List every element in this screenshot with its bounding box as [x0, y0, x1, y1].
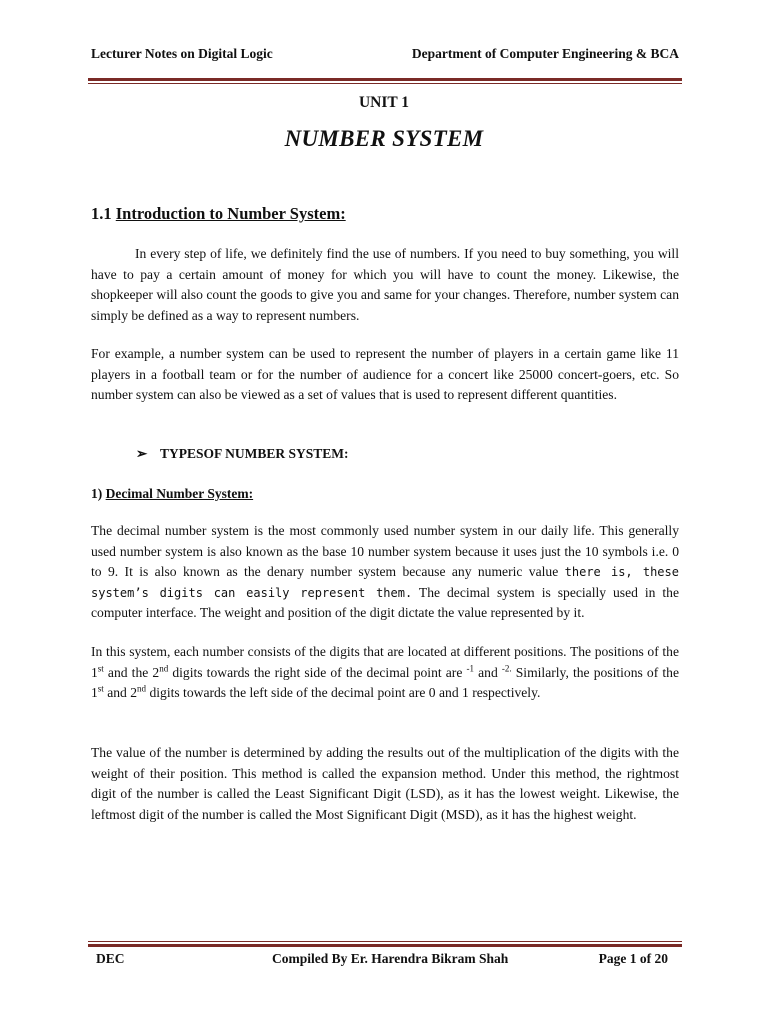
- p2-sup-3: -1: [466, 662, 474, 673]
- decimal-p3: The value of the number is determined by adding the results out of the multiplication of the digits with the weight of their position. This method is called the expansion method. Under this method, the rightmost digit of the number is called the Least Significant Digit (LSD), as it has the lowest weight. Likewise, the leftmost digit of the number is called the Most Significant Digit (MSD), as it has the highest weight.: [91, 745, 679, 822]
- intro-paragraph: [91, 244, 679, 326]
- decimal-paragraph-1: [91, 521, 679, 624]
- decimal-p1-a: The decimal number system is the most commonly used number system in our daily life. This generally used number system is also known as the base 10 number system because it uses just the 10 symbols i.e. 0 to 9. It is also known as the denary number system because any numeric value: [91, 523, 679, 579]
- p2-text-3: digits towards the right side of the decimal point are: [168, 664, 467, 680]
- arrow-bullet-icon: ➢: [136, 446, 148, 461]
- page-title: NUMBER SYSTEM: [284, 126, 484, 151]
- p2-text-7: digits towards the left side of the decimal point are 0 and 1 respectively.: [146, 685, 541, 700]
- decimal-paragraph-2: [91, 642, 679, 704]
- p2-text-2: and the 2: [103, 664, 160, 680]
- example-paragraph: [91, 344, 679, 406]
- intro-text: In every step of life, we definitely find the use of numbers. If you need to buy something, you will have to pay a certain amount of money for which you will have to count the money. Likewise, the shopkeeper will also count the goods to give you and same for your changes. Therefore, number system can simply be defined as a way to represent numbers.: [91, 246, 679, 323]
- decimal-p1-c: The decimal system is specially used in the computer interface. The weight and position of the digit dictate the value represented by it.: [91, 584, 680, 620]
- p2-sup-6: nd: [137, 683, 147, 694]
- p2-sup-4: -2.: [501, 662, 512, 673]
- header-left: Lecturer Notes on Digital Logic: [91, 46, 273, 61]
- section-title: Introduction to Number System:: [115, 204, 346, 223]
- decimal-p1-handwritten: there is, these system’s digits can easily represent them.: [91, 565, 679, 600]
- decimal-subheading: [91, 486, 679, 502]
- page-header: [91, 46, 679, 62]
- footer-center: Compiled By Er. Harendra Bikram Shah: [272, 951, 509, 966]
- example-text: For example, a number system can be used to represent the number of players in a certain game like 11 players in a football team or for the number of audience for a concert like 25000 concert-goers, etc. So number system can also be viewed as a set of values that is used to represent different quantities.: [91, 346, 679, 402]
- types-heading-text: TYPESOF NUMBER SYSTEM:: [160, 446, 349, 461]
- types-heading: [136, 446, 536, 462]
- footer-rule-thin: [88, 941, 682, 942]
- p2-sup-5: st: [97, 683, 104, 694]
- p2-text-6: and 2: [103, 685, 138, 700]
- section-number: 1.1: [91, 204, 112, 223]
- p2-sup-1: st: [97, 662, 104, 673]
- section-heading: [91, 204, 679, 224]
- footer-left: DEC: [96, 951, 125, 966]
- decimal-p1: [91, 521, 679, 624]
- header-right: Department of Computer Engineering & BCA: [411, 46, 679, 61]
- p2-text-1: In this system, each number consists of the digits that are located at different positions. The positions of the 1: [91, 644, 679, 680]
- footer-rule-thick: [88, 944, 682, 947]
- p2-text-5: Similarly, the positions of the 1: [91, 664, 679, 700]
- header-rule-thick: [88, 78, 682, 81]
- header-rule-thin: [88, 83, 682, 84]
- p2-sup-2: nd: [159, 662, 169, 673]
- page-number: Page 1 of 20: [598, 951, 668, 966]
- decimal-title: Decimal Number System:: [105, 486, 254, 501]
- decimal-number: 1): [91, 486, 103, 501]
- p2-text-4: and: [474, 664, 502, 680]
- decimal-paragraph-3: [91, 743, 679, 825]
- unit-label: UNIT 1: [358, 94, 410, 111]
- decimal-p2: [91, 642, 679, 704]
